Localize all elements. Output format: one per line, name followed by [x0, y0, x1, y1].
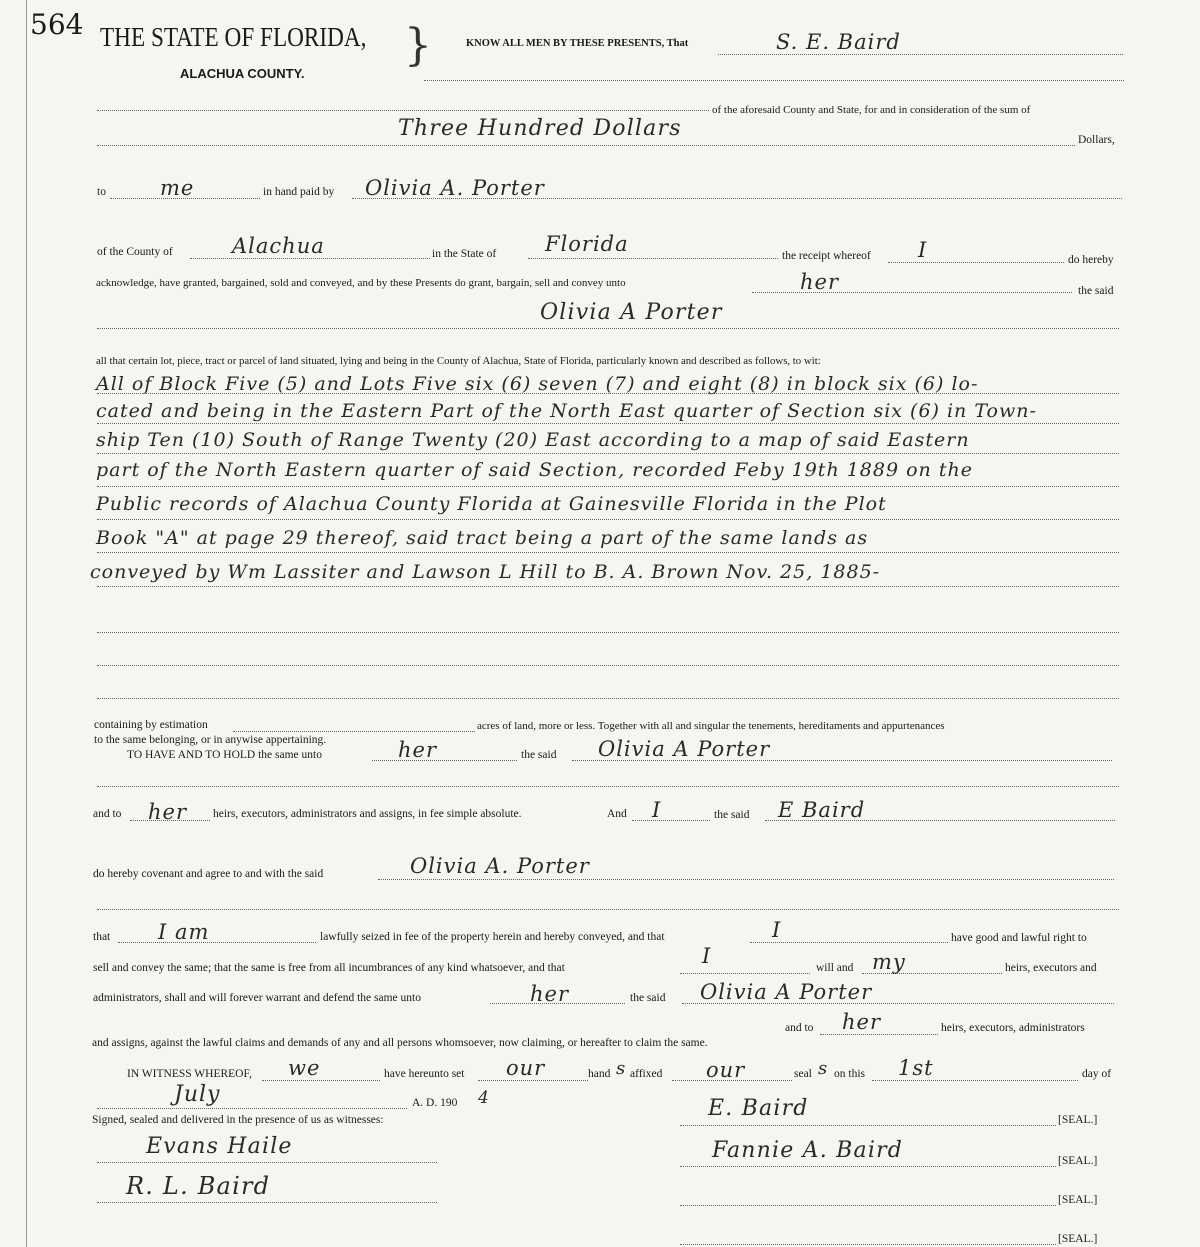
warrant-and-to-hand: her	[842, 1010, 881, 1034]
warrant-the-said: the said	[630, 992, 666, 1004]
paid-by-hand: Olivia A. Porter	[365, 176, 545, 200]
description-rule	[97, 698, 1119, 699]
affixed-label: affixed	[630, 1068, 663, 1080]
day-line	[872, 1080, 1078, 1081]
sell-heirs: heirs, executors and	[1005, 962, 1097, 974]
description-rule	[97, 665, 1119, 666]
description-rule	[97, 486, 1119, 487]
and-label: And	[607, 808, 627, 820]
seal-label: [SEAL.]	[1058, 1155, 1098, 1167]
have-hand: her	[398, 738, 437, 762]
witness-line	[97, 1202, 437, 1203]
description-line: Book "A" at page 29 thereof, said tract being a part of the same lands as	[96, 527, 869, 549]
covenant-text: do hereby covenant and agree to and with the said	[93, 868, 324, 880]
grantor-name: S. E. Baird	[776, 30, 901, 54]
hand-s: s	[616, 1058, 627, 1079]
description-line: Public records of Alachua County Florida at Gainesville Florida in the Plot	[96, 493, 887, 515]
signer-line	[680, 1125, 1056, 1126]
in-witness-label: IN WITNESS WHEREOF,	[127, 1068, 252, 1080]
description-rule	[97, 453, 1119, 454]
year-hand: 4	[478, 1088, 490, 1108]
have-the-said: the said	[521, 749, 557, 761]
we-hand: we	[288, 1056, 321, 1080]
my-hand: my	[872, 950, 906, 974]
month-hand: July	[174, 1082, 221, 1107]
county-line	[190, 258, 430, 259]
and-line	[632, 820, 710, 821]
in-state-label: in the State of	[432, 248, 497, 260]
heirs-the-said: the said	[714, 809, 750, 821]
our-line	[478, 1080, 588, 1081]
grantee-hand: Olivia A Porter	[540, 300, 723, 325]
description-intro: all that certain lot, piece, tract or parcel of land situated, lying and being in the County of Alachua, State of Florida, particularly known and described as follows, to wit:	[96, 355, 821, 367]
ad-label: A. D. 190	[412, 1097, 458, 1109]
warrant-and-to: and to	[785, 1022, 814, 1034]
signer-line	[680, 1205, 1056, 1206]
witness-line	[97, 1162, 437, 1163]
signer-signature: Fannie A. Baird	[712, 1138, 904, 1163]
grant-text: acknowledge, have granted, bargained, sold and conveyed, and by these Presents do grant, bargain, sell and convey unto	[96, 277, 626, 289]
description-rule	[97, 519, 1119, 520]
receipt-label: the receipt whereof	[782, 250, 871, 262]
amount-line	[97, 145, 1075, 146]
heirs-text: heirs, executors, administrators and assigns, in fee simple absolute.	[213, 808, 522, 820]
and-to-hand: her	[148, 800, 187, 824]
that-hand: I am	[158, 920, 210, 944]
belonging-label: to the same belonging, or in anywise appertaining.	[94, 734, 327, 746]
covenant-hand: Olivia A. Porter	[410, 854, 590, 878]
description-line: conveyed by Wm Lassiter and Lawson L Hill to B. A. Brown Nov. 25, 1885-	[90, 561, 881, 583]
state-hand: Florida	[545, 232, 629, 256]
consideration-text: of the aforesaid County and State, for and in consideration of the sum of	[712, 104, 1031, 116]
day-hand: 1st	[898, 1056, 934, 1080]
witness-signature: Evans Haile	[146, 1134, 293, 1159]
description-rule	[97, 423, 1119, 424]
state-line	[528, 258, 778, 259]
warrant-text: administrators, shall and will forever warrant and defend the same unto	[93, 992, 421, 1004]
seal-label: [SEAL.]	[1058, 1233, 1098, 1245]
warrant-and-to-line	[820, 1034, 938, 1035]
right-label: have good and lawful right to	[951, 932, 1087, 944]
to-label: to	[97, 186, 106, 198]
amount-hand: Three Hundred Dollars	[398, 116, 682, 141]
seal-label: [SEAL.]	[1058, 1194, 1098, 1206]
and-hand: I	[652, 798, 662, 822]
county-heading: ALACHUA COUNTY.	[180, 66, 305, 81]
have-hold-label: TO HAVE AND TO HOLD the same unto	[127, 749, 322, 761]
our-hand: our	[506, 1056, 546, 1080]
will-and-label: will and	[816, 962, 854, 974]
description-rule	[97, 586, 1119, 587]
grantee-line	[97, 328, 1119, 329]
containing-label: containing by estimation	[94, 719, 208, 731]
we-line	[262, 1080, 380, 1081]
month-line	[97, 1108, 407, 1109]
have-name-hand: Olivia A Porter	[598, 737, 771, 761]
description-line: cated and being in the Eastern Part of the North East quarter of Section six (6) in Town-	[96, 400, 1037, 422]
will-hand: I	[702, 944, 712, 968]
covenant-rule-2	[97, 909, 1119, 910]
sell-text: sell and convey the same; that the same is free from all incumbrances of any kind whatsoever, and that	[93, 962, 565, 974]
signer-signature: E. Baird	[708, 1096, 809, 1121]
our2-hand: our	[706, 1058, 746, 1082]
description-rule	[97, 552, 1119, 553]
witness-signature: R. L. Baird	[126, 1172, 271, 1200]
dollars-label: Dollars,	[1078, 134, 1115, 146]
hand-label: hand	[588, 1068, 611, 1080]
grantor-line-2	[97, 110, 709, 111]
description-line: ship Ten (10) South of Range Twenty (20) East according to a map of said Eastern	[96, 429, 970, 451]
signer-line	[680, 1166, 1056, 1167]
containing-line	[233, 731, 475, 732]
signed-label: Signed, sealed and delivered in the presence of us as witnesses:	[92, 1114, 384, 1126]
do-hereby-label: do hereby	[1068, 254, 1114, 266]
seized-hand: I	[772, 918, 782, 942]
warrant-unto-hand: her	[530, 982, 569, 1006]
warrant-assigns: and assigns, against the lawful claims and demands of any and all persons whomsoever, now claiming, or hereafter to claim the same.	[92, 1037, 708, 1049]
description-rule	[97, 393, 1119, 394]
page-number: 564	[30, 8, 84, 41]
signer-line	[680, 1244, 1056, 1245]
that-label: that	[93, 931, 111, 943]
seized-text: lawfully seized in fee of the property herein and hereby conveyed, and that	[320, 931, 665, 943]
warrant-heirs: heirs, executors, administrators	[941, 1022, 1085, 1034]
seal-s: s	[818, 1058, 829, 1079]
header-brace: }	[404, 20, 432, 71]
page-left-edge	[26, 0, 27, 1247]
and-to-label: and to	[93, 808, 122, 820]
paid-by-label: in hand paid by	[263, 186, 335, 198]
covenant-line	[378, 879, 1114, 880]
receipt-line	[888, 262, 1064, 263]
seized-line	[750, 942, 948, 943]
county-hand: Alachua	[232, 234, 325, 258]
heirs-name-hand: E Baird	[778, 798, 866, 822]
have-line	[372, 760, 517, 761]
description-rule	[97, 632, 1119, 633]
receipt-hand: I	[918, 238, 928, 262]
that-line	[118, 942, 316, 943]
header-rule	[424, 80, 1124, 81]
state-title: THE STATE OF FLORIDA,	[100, 22, 367, 52]
warrant-name-hand: Olivia A Porter	[700, 980, 873, 1004]
day-of-label: day of	[1082, 1068, 1112, 1080]
description-line: part of the North Eastern quarter of said Section, recorded Feby 19th 1889 on the	[96, 459, 973, 481]
know-all-men: KNOW ALL MEN BY THESE PRESENTS, That	[466, 38, 689, 49]
description-line: All of Block Five (5) and Lots Five six (6) seven (7) and eight (8) in block six (6) lo-	[96, 373, 979, 395]
of-county-label: of the County of	[97, 246, 173, 258]
seal-word: seal	[794, 1068, 812, 1080]
acres-label: acres of land, more or less. Together with all and singular the tenements, hereditaments and appurtenances	[477, 720, 945, 732]
sell-line	[680, 973, 810, 974]
unto-hand: her	[800, 270, 839, 294]
on-this-label: on this	[834, 1068, 865, 1080]
to-hand: me	[160, 176, 195, 200]
have-rule-2	[97, 786, 1119, 787]
seal-label: [SEAL.]	[1058, 1114, 1098, 1126]
the-said-label: the said	[1078, 285, 1114, 297]
have-set-label: have hereunto set	[384, 1068, 465, 1080]
grantor-line	[718, 54, 1123, 55]
